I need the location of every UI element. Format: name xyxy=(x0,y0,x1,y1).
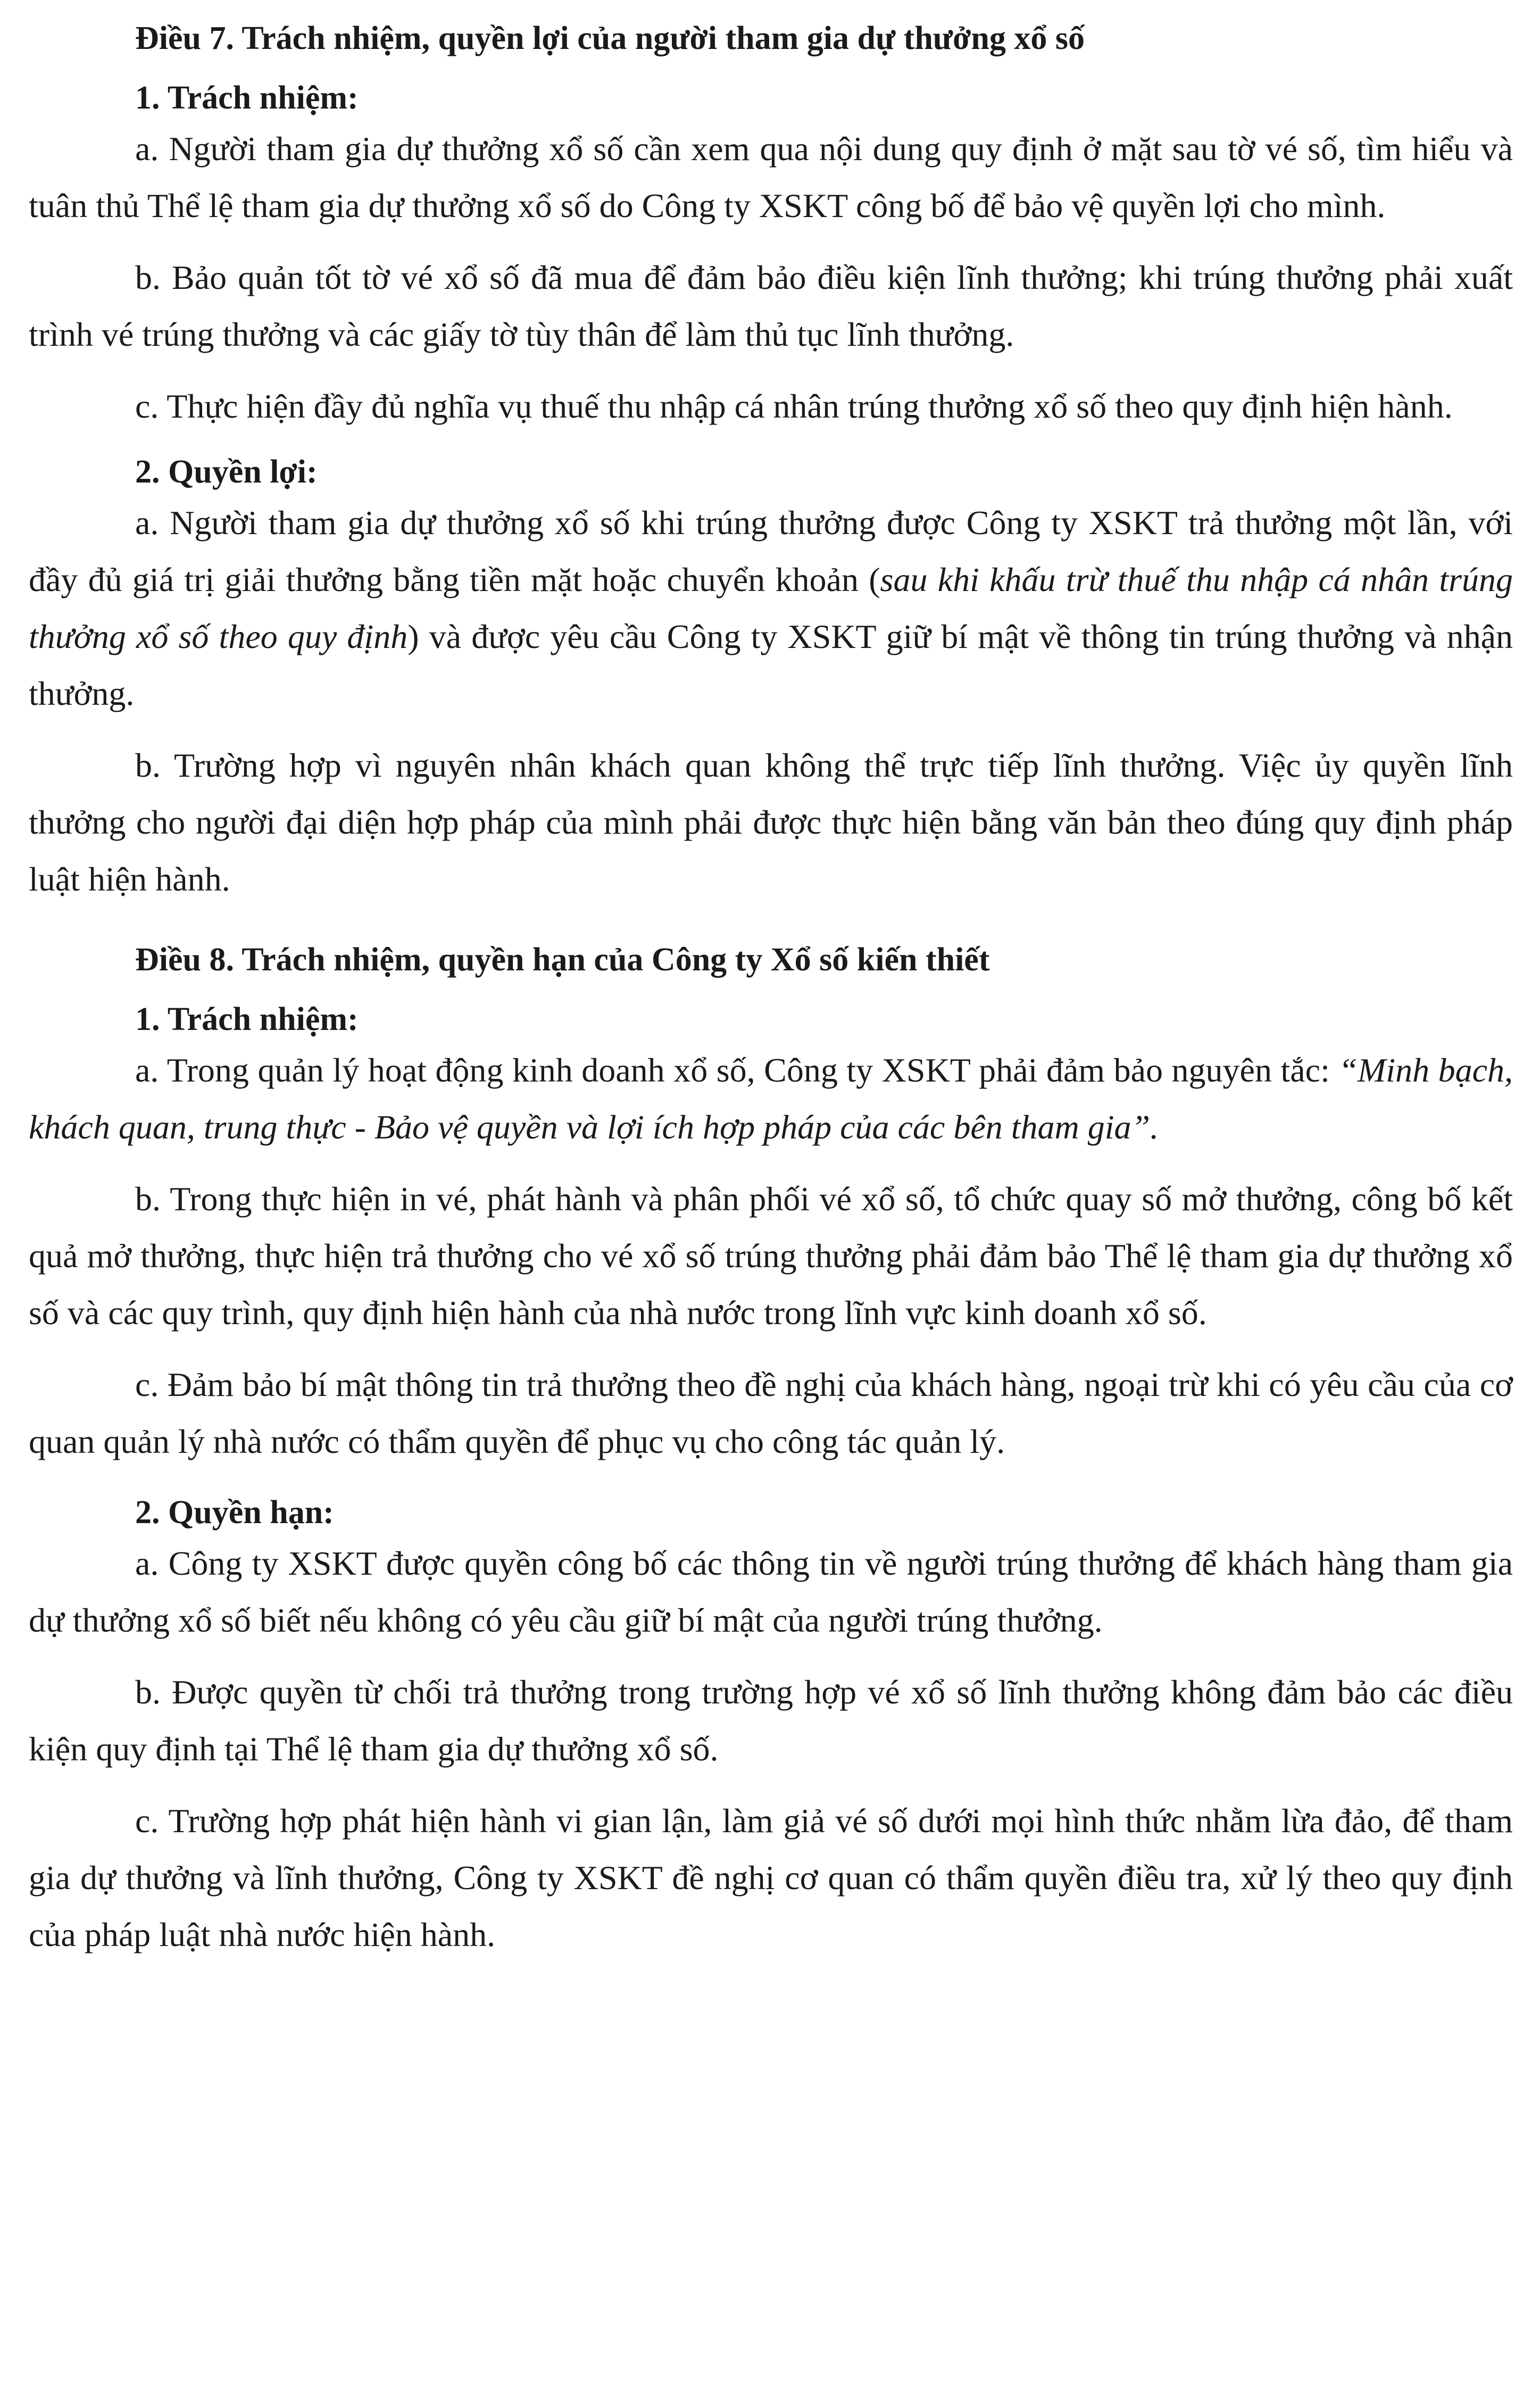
article-8-section-1-item-a-italic: “Minh bạch, khách quan, trung thực - Bảo vệ quyền và lợi ích hợp pháp của các bên tham gia”. xyxy=(29,1051,1513,1146)
article-8-section-1-title: 1. Trách nhiệm: xyxy=(135,1001,359,1037)
article-8-section-1-item-b: b. Trong thực hiện in vé, phát hành và phân phối vé xổ số, tổ chức quay số mở thưởng, công bố kết quả mở thưởng, thực hiện trả thưởng cho vé xổ số trúng thưởng phải đảm bảo Thể lệ tham gia dự thưởng xổ số và các quy trình, quy định hiện hành của nhà nước trong lĩnh vực kinh doanh xổ số. xyxy=(29,1180,1513,1332)
article-7-section-1-item-a: a. Người tham gia dự thưởng xổ số cần xem qua nội dung quy định ở mặt sau tờ vé số, tìm hiểu và tuân thủ Thể lệ tham gia dự thưởng xổ số do Công ty XSKT công bố để bảo vệ quyền lợi cho mình. xyxy=(29,130,1513,225)
article-7-section-2-title: 2. Quyền lợi: xyxy=(135,454,318,490)
article-7-section-1-item-c: c. Thực hiện đầy đủ nghĩa vụ thuế thu nhập cá nhân trúng thưởng xổ số theo quy định hiện hành. xyxy=(135,387,1453,425)
article-8-section-1-item-a-text: a. Trong quản lý hoạt động kinh doanh xổ số, Công ty XSKT phải đảm bảo nguyên tắc: xyxy=(135,1051,1339,1089)
article-7-title: Điều 7. Trách nhiệm, quyền lợi của người tham gia dự thưởng xổ số xyxy=(135,20,1085,56)
article-8-section-2-item-a: a. Công ty XSKT được quyền công bố các thông tin về người trúng thưởng để khách hàng tham gia dự thưởng xổ số biết nếu không có yêu cầu giữ bí mật của người trúng thưởng. xyxy=(29,1544,1513,1639)
article-8-section-1-item-c: c. Đảm bảo bí mật thông tin trả thưởng theo đề nghị của khách hàng, ngoại trừ khi có yêu cầu của cơ quan quản lý nhà nước có thẩm quyền để phục vụ cho công tác quản lý. xyxy=(29,1366,1513,1460)
article-7-section-2-item-a-text-2: ) và được yêu cầu Công ty XSKT giữ bí mật về thông tin trúng thưởng và nhận thưởng. xyxy=(29,618,1513,712)
article-7-section-1-title: 1. Trách nhiệm: xyxy=(135,80,359,116)
article-7-section-2-item-a xyxy=(29,494,1513,722)
article-8-section-2-item-c: c. Trường hợp phát hiện hành vi gian lận, làm giả vé số dưới mọi hình thức nhằm lừa đảo, để tham gia dự thưởng và lĩnh thưởng, Công ty XSKT đề nghị cơ quan có thẩm quyền điều tra, xử lý theo quy định của pháp luật nhà nước hiện hành. xyxy=(29,1802,1513,1953)
article-8-section-1-item-a xyxy=(29,1042,1513,1155)
article-7-section-2-item-a-text-1: a. Người tham gia dự thưởng xổ số khi trúng thưởng được Công ty XSKT trả thưởng một lần, với đầy đủ giá trị giải thưởng bằng tiền mặt hoặc chuyển khoản ( xyxy=(29,504,1513,598)
article-7-section-1-item-b: b. Bảo quản tốt tờ vé xổ số đã mua để đảm bảo điều kiện lĩnh thưởng; khi trúng thưởng phải xuất trình vé trúng thưởng và các giấy tờ tùy thân để làm thủ tục lĩnh thưởng. xyxy=(29,259,1513,353)
article-7-section-2-item-a-italic: sau khi khấu trừ thuế thu nhập cá nhân trúng thưởng xổ số theo quy định xyxy=(29,561,1513,655)
document-page xyxy=(29,0,1513,1963)
article-8-title: Điều 8. Trách nhiệm, quyền hạn của Công ty Xổ số kiến thiết xyxy=(135,942,990,978)
article-8-section-2-item-b: b. Được quyền từ chối trả thưởng trong trường hợp vé xổ số lĩnh thưởng không đảm bảo các điều kiện quy định tại Thể lệ tham gia dự thưởng xổ số. xyxy=(29,1673,1513,1768)
article-7-section-2-item-b: b. Trường hợp vì nguyên nhân khách quan không thể trực tiếp lĩnh thưởng. Việc ủy quyền lĩnh thưởng cho người đại diện hợp pháp của mình phải được thực hiện bằng văn bản theo đúng quy định pháp luật hiện hành. xyxy=(29,746,1513,898)
article-8-section-2-title: 2. Quyền hạn: xyxy=(135,1494,334,1531)
